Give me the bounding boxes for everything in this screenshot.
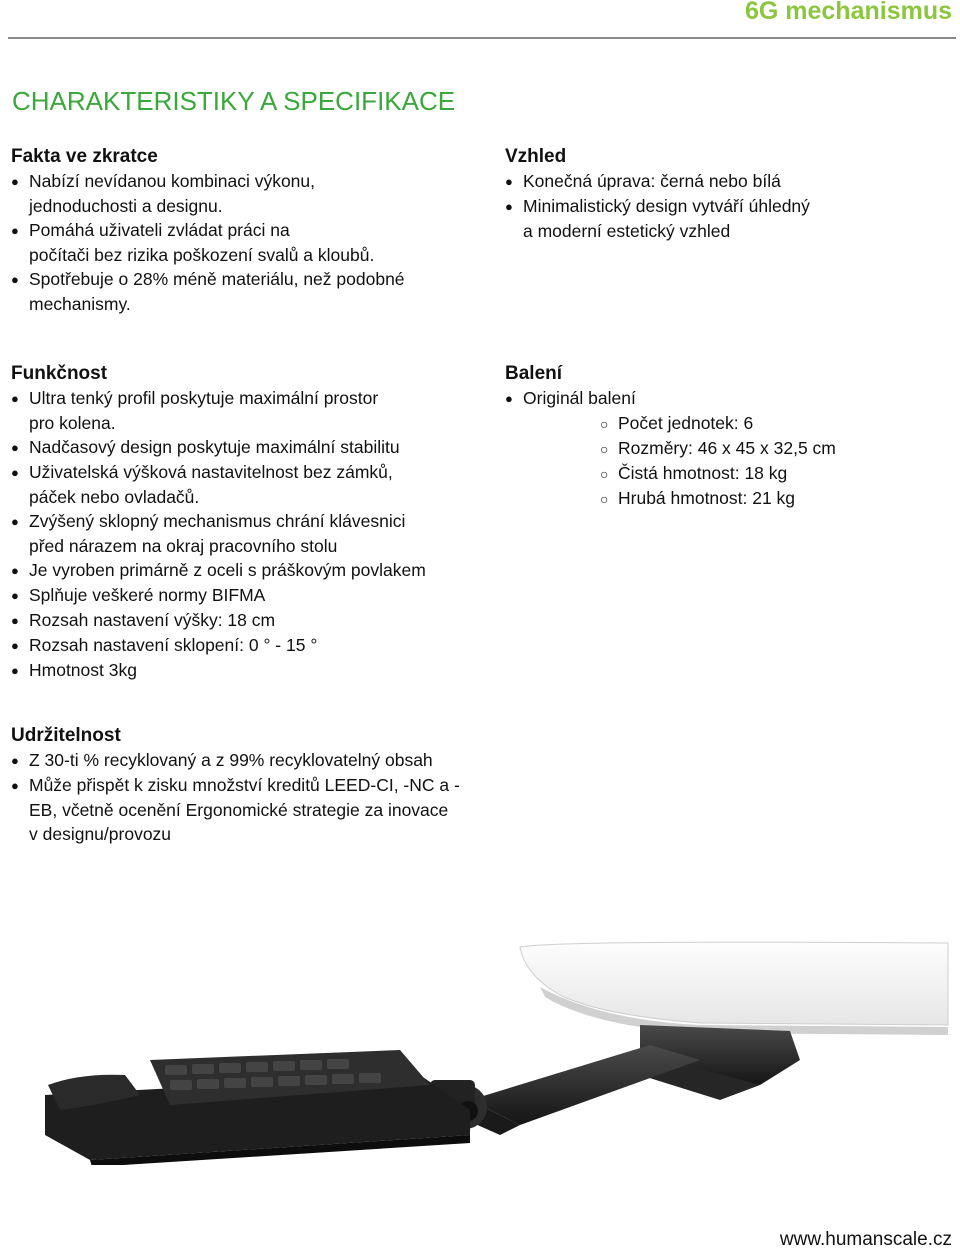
list-item: ● Zvýšený sklopný mechanismus chrání klávesnici <box>11 509 491 534</box>
bullet-icon: ● <box>11 563 19 578</box>
list-item-continuation: počítači bez rizika poškození svalů a kloubů. <box>29 245 375 265</box>
bullet-icon: ● <box>11 223 19 238</box>
circle-bullet-icon: ○ <box>600 416 609 432</box>
keyboard-mechanism-illustration <box>0 935 960 1165</box>
list-item-continuation: pro kolena. <box>29 413 116 433</box>
packaging-list <box>505 386 945 411</box>
packaging-heading: Balení <box>505 363 563 384</box>
list-item: ● Konečná úprava: černá nebo bílá <box>505 169 945 194</box>
bullet-icon: ● <box>11 638 19 653</box>
list-item-continuation: před nárazem na okraj pracovního stolu <box>29 536 338 556</box>
bullet-icon: ● <box>11 514 19 529</box>
footer-url: www.humanscale.cz <box>779 1229 952 1250</box>
list-item: ● Nadčasový design poskytuje maximální stabilitu <box>11 435 491 460</box>
list-item: ● Nabízí nevídanou kombinaci výkonu, <box>11 169 481 194</box>
list-item: ● Rozsah nastavení sklopení: 0 ° - 15 ° <box>11 633 491 658</box>
appearance-heading: Vzhled <box>505 146 567 167</box>
bullet-icon: ● <box>11 272 19 287</box>
bullet-icon: ● <box>11 778 19 793</box>
bullet-icon: ● <box>11 465 19 480</box>
bullet-icon: ● <box>505 391 513 406</box>
packaging-sublist <box>505 411 945 511</box>
list-item: ● Je vyroben primárně z oceli s práškovým povlakem <box>11 558 491 583</box>
header-divider <box>8 37 956 39</box>
circle-bullet-icon: ○ <box>600 491 609 507</box>
list-item: ● Rozsah nastavení výšky: 18 cm <box>11 608 491 633</box>
list-item: ● Hmotnost 3kg <box>11 658 491 683</box>
functionality-list <box>11 386 491 683</box>
circle-bullet-icon: ○ <box>600 441 609 457</box>
bullet-icon: ● <box>11 613 19 628</box>
appearance-list <box>505 169 945 243</box>
list-item: ● Spotřebuje o 28% méně materiálu, než podobné <box>11 267 481 292</box>
list-item: ● Originál balení <box>505 386 945 411</box>
list-item-continuation: mechanismy. <box>29 294 131 314</box>
functionality-section <box>11 362 491 683</box>
bullet-icon: ● <box>11 753 19 768</box>
list-item-continuation: páček nebo ovladačů. <box>29 487 200 507</box>
list-item: ● Minimalistický design vytváří úhledný <box>505 194 945 219</box>
appearance-section <box>505 145 945 243</box>
list-item: ● Ultra tenký profil poskytuje maximální prostor <box>11 386 491 411</box>
sustainability-heading: Udržitelnost <box>11 725 121 746</box>
bullet-icon: ● <box>11 174 19 189</box>
list-item: ● Splňuje veškeré normy BIFMA <box>11 583 491 608</box>
list-item: ● Může přispět k zisku množství kreditů LEED-CI, -NC a - <box>11 773 511 798</box>
sub-list-item: ○ Hrubá hmotnost: 21 kg <box>505 486 945 511</box>
list-item-continuation: jednoduchosti a designu. <box>29 196 223 216</box>
facts-section <box>11 145 481 316</box>
facts-list <box>11 169 481 316</box>
bullet-icon: ● <box>505 174 513 189</box>
product-image <box>0 935 960 1165</box>
bullet-icon: ● <box>505 199 513 214</box>
bullet-icon: ● <box>11 663 19 678</box>
sustainability-section <box>11 724 511 846</box>
sub-list-item: ○ Počet jednotek: 6 <box>505 411 945 436</box>
section-title: CHARAKTERISTIKY A SPECIFIKACE <box>12 86 456 116</box>
circle-bullet-icon: ○ <box>600 466 609 482</box>
bullet-icon: ● <box>11 440 19 455</box>
list-item: ● Z 30-ti % recyklovaný a z 99% recyklovatelný obsah <box>11 748 511 773</box>
list-item-continuation: a moderní estetický vzhled <box>523 221 731 241</box>
sustainability-list <box>11 748 511 846</box>
list-item-continuation: v designu/provozu <box>29 824 172 844</box>
sub-list-item: ○ Rozměry: 46 x 45 x 32,5 cm <box>505 436 945 461</box>
sub-list-item: ○ Čistá hmotnost: 18 kg <box>505 461 945 486</box>
document-title: 6G mechanismus <box>744 0 952 25</box>
bullet-icon: ● <box>11 588 19 603</box>
functionality-heading: Funkčnost <box>11 363 108 384</box>
bullet-icon: ● <box>11 391 19 406</box>
list-item: ● Pomáhá uživateli zvládat práci na <box>11 218 481 243</box>
packaging-section <box>505 362 945 511</box>
facts-heading: Fakta ve zkratce <box>11 146 158 167</box>
list-item-continuation: EB, včetně ocenění Ergonomické strategie za inovace <box>29 800 449 820</box>
list-item: ● Uživatelská výšková nastavitelnost bez zámků, <box>11 460 491 485</box>
